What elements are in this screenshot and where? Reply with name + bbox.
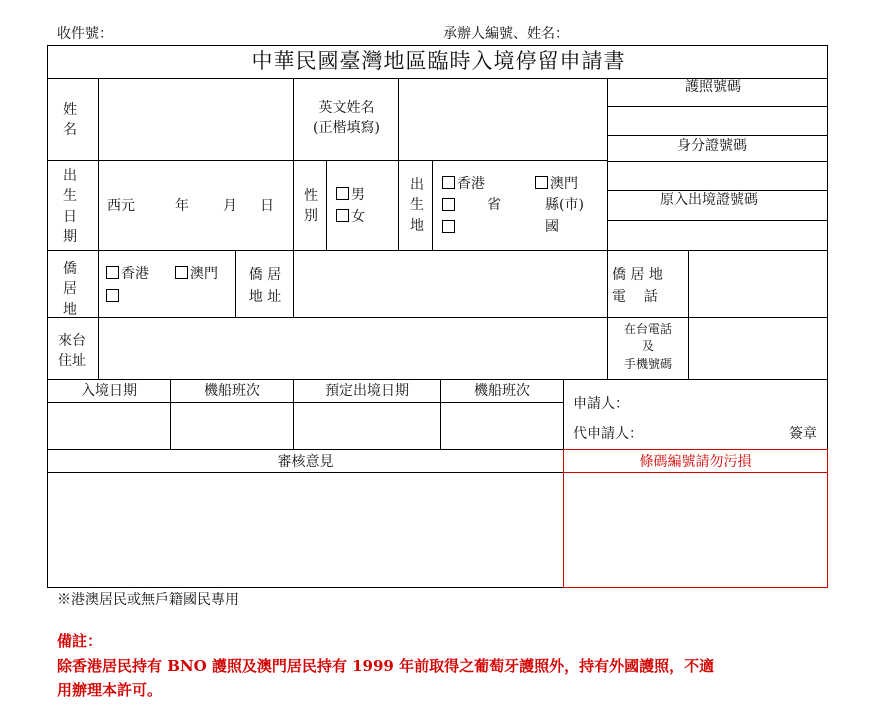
signature-label: 簽章: [789, 426, 817, 442]
gender-label: 性 別: [304, 188, 318, 225]
residence-phone-label: 僑 居 地 電 話: [612, 267, 663, 306]
taiwan-phone-label: 在台電話 及 手機號碼: [623, 322, 672, 371]
residence-macau-checkbox[interactable]: [175, 266, 188, 279]
birth-day-label: 日: [260, 198, 274, 214]
name-label: 姓 名: [63, 102, 77, 139]
flight-in-label: 機船班次: [204, 383, 260, 399]
remarks-line-2: 用辦理本許可。: [57, 681, 163, 699]
county-label: 縣(市): [545, 197, 584, 213]
country-checkbox[interactable]: [442, 220, 455, 233]
birthplace-province-option[interactable]: [442, 198, 457, 213]
barcode-warning-label: 條碼編號請勿污損: [639, 454, 752, 470]
form-title: 中華民國臺灣地區臨時入境停留申請書: [251, 49, 626, 73]
male-checkbox[interactable]: [336, 187, 349, 200]
remarks-title: 備註：: [57, 632, 103, 650]
frame-top: [47, 45, 828, 46]
handler-label: 承辦人編號、姓名：: [443, 26, 569, 42]
residence-hongkong-option[interactable]: 香港: [106, 266, 149, 281]
gender-male-option[interactable]: 男: [336, 187, 365, 202]
proxy-applicant-label: 代申請人：: [573, 426, 643, 442]
planned-exit-date-label: 預定出境日期: [325, 383, 409, 399]
original-entry-exit-number-label: 原入出境證號碼: [660, 192, 758, 208]
birth-month-label: 月: [223, 198, 237, 214]
frame-left: [47, 45, 48, 587]
birth-year-label: 年: [175, 198, 189, 214]
birth-date-label: 出 生 日 期: [63, 168, 77, 245]
birthplace-country-option[interactable]: [442, 220, 457, 235]
female-checkbox[interactable]: [336, 209, 349, 222]
flight-out-label: 機船班次: [474, 383, 530, 399]
remarks-line-1: 除香港居民持有 BNO 護照及澳門居民持有 1999 年前取得之葡萄牙護照外，持有外國護照，不適: [57, 657, 715, 675]
entry-date-label: 入境日期: [81, 383, 137, 399]
residence-label: 僑 居 地: [63, 261, 77, 318]
applicant-label: 申請人：: [573, 396, 629, 412]
birthplace-label: 出 生 地: [410, 177, 424, 234]
residence-macau-option[interactable]: 澳門: [175, 266, 218, 281]
residence-other-option[interactable]: [106, 289, 121, 304]
province-label: 省: [487, 197, 501, 213]
birth-era-label: 西元: [107, 198, 135, 214]
birthplace-hongkong-option[interactable]: 香港: [442, 176, 485, 191]
macau-checkbox[interactable]: [535, 176, 548, 189]
taiwan-address-label: 來台 住址: [58, 333, 86, 370]
province-checkbox[interactable]: [442, 198, 455, 211]
country-label: 國: [545, 219, 559, 235]
hongkong-checkbox[interactable]: [442, 176, 455, 189]
receipt-number-label: 收件號：: [57, 26, 113, 42]
passport-number-label: 護照號碼: [685, 79, 741, 95]
english-name-label: 英文姓名 (正楷填寫): [313, 100, 380, 137]
residence-hongkong-checkbox[interactable]: [106, 266, 119, 279]
review-opinion-label: 審核意見: [277, 454, 334, 470]
gender-female-option[interactable]: 女: [336, 209, 365, 224]
id-number-label: 身分證號碼: [677, 138, 747, 154]
residence-address-label: 僑 居 地 址: [248, 267, 282, 306]
birthplace-macau-option[interactable]: 澳門: [535, 176, 578, 191]
residence-other-checkbox[interactable]: [106, 289, 119, 302]
footnote: ※港澳居民或無戶籍國民專用: [57, 592, 239, 608]
